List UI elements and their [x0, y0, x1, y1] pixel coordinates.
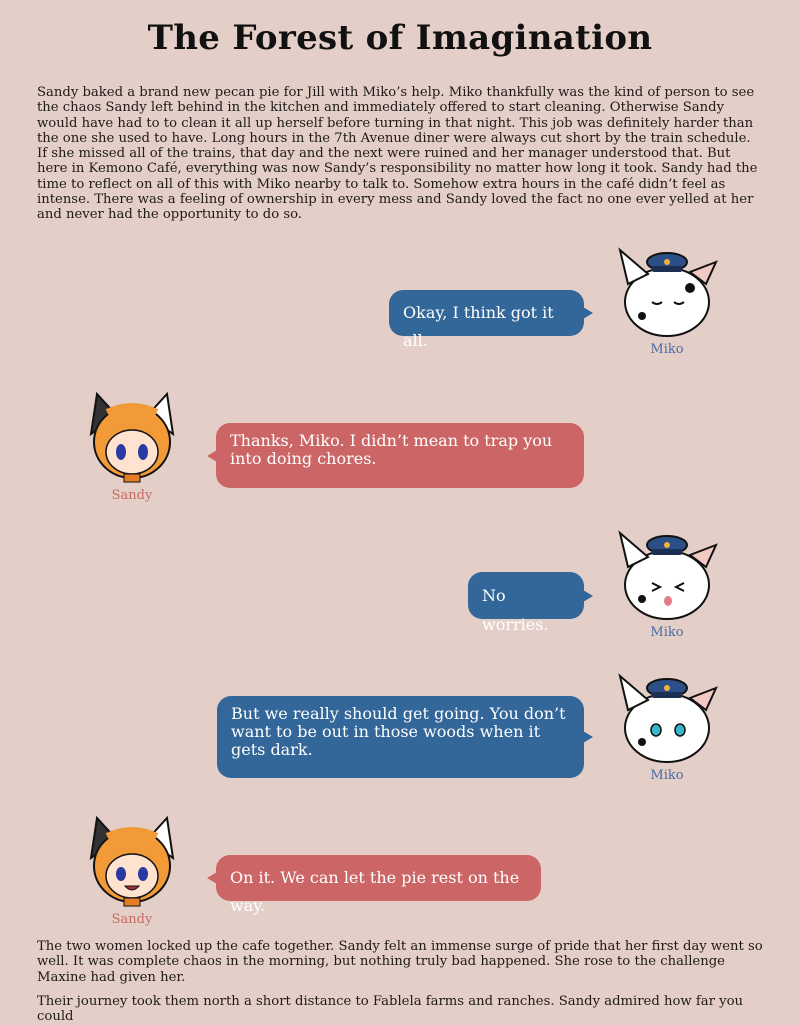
speaker-name: Miko: [650, 342, 684, 357]
speaker-name: Miko: [650, 625, 684, 640]
story-paragraph: Sandy baked a brand new pecan pie for Jill with Miko’s help. Miko thankfully was the kind of person to see the chaos Sandy left behind in the kitchen and immediately offered to start cleaning. Otherwise Sandy would have had to to clean it all up herself before turning in that night. This job was definitely harder than the one she used to have. Long hours in the 7th Avenue diner were always cut short by the train schedule. If she missed all of the trains, that day and the next were ruined and her manager understood that. But here in Kemono Café, everything was now Sandy’s responsibility no matter how long it took. Sandy had the time to reflect on all of this with Miko nearby to talk to. Somehow extra hours in the café didn’t feel as intense. There was a feeling of ownership in every mess and Sandy loved the fact no one ever yelled at her and never had the opportunity to do so.: [37, 85, 758, 223]
speaker-name: Sandy: [111, 912, 153, 927]
sandy-avatar: [77, 386, 187, 503]
story-paragraph: Their journey took them north a short distance to Fablela farms and ranches. Sandy admired how far you could: [37, 994, 744, 1025]
dialogue-bubble-sandy: Thanks, Miko. I didn’t mean to trap you into doing chores.: [216, 423, 584, 488]
speaker-name: Miko: [650, 768, 684, 783]
page-title: The Forest of Imagination: [147, 18, 653, 58]
miko-avatar-icon: [612, 240, 722, 340]
miko-avatar-icon: [612, 666, 722, 766]
miko-avatar: [612, 523, 722, 640]
speaker-name: Sandy: [111, 488, 153, 503]
dialogue-bubble-sandy: On it. We can let the pie rest on the way.: [216, 855, 541, 901]
miko-avatar: [612, 240, 722, 357]
sandy-avatar: [77, 810, 187, 927]
dialogue-bubble-miko: But we really should get going. You don’t want to be out in those woods when it gets dark.: [217, 696, 584, 778]
story-paragraph: The two women locked up the cafe together. Sandy felt an immense surge of pride that her first day went so well. It was complete chaos in the morning, but nothing truly bad happened. She rose to the challenge Maxine had given her.: [37, 939, 763, 985]
sandy-avatar-icon: [77, 810, 187, 910]
sandy-avatar-icon: [77, 386, 187, 486]
miko-avatar-icon: [612, 523, 722, 623]
dialogue-bubble-miko: No worries.: [468, 572, 584, 619]
dialogue-bubble-miko: Okay, I think got it all.: [389, 290, 584, 336]
miko-avatar: [612, 666, 722, 783]
